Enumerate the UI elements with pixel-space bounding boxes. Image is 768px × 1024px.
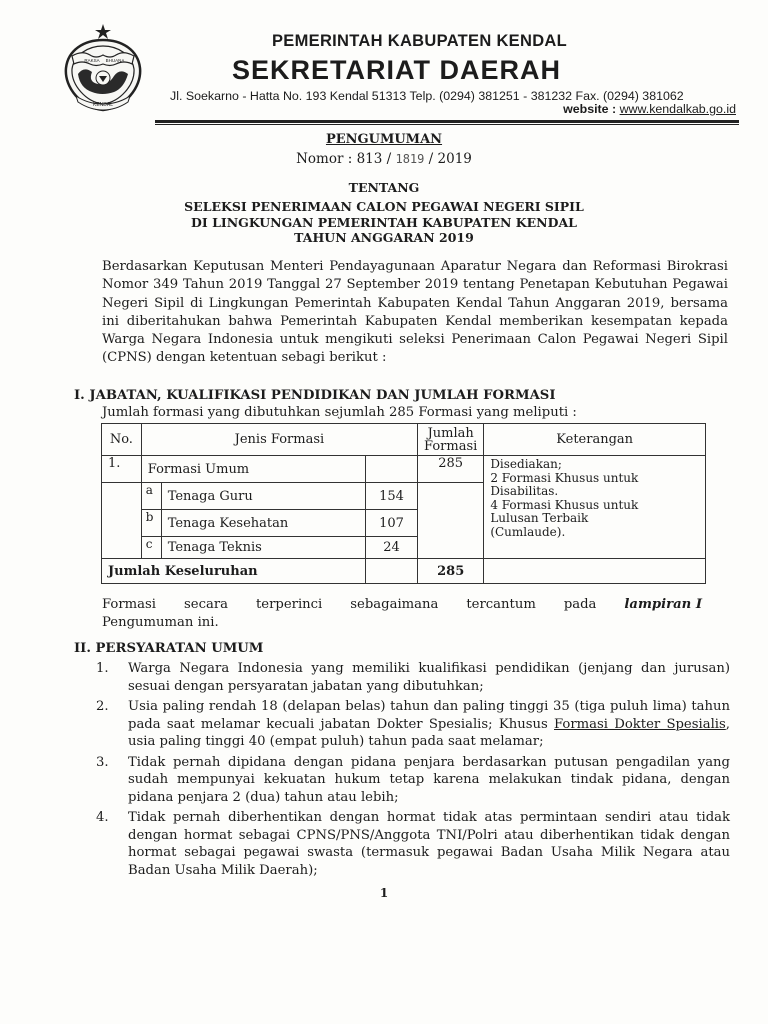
- row-name: Tenaga Guru: [161, 483, 365, 510]
- row-letter: a: [141, 483, 161, 510]
- list-item: 1. Warga Negara Indonesia yang memiliki kualifikasi pendidikan (jenjang dan jurusan) sesuai dengan persyaratan jabatan yang dibutuhkan;: [96, 661, 730, 694]
- row-letter: b: [141, 510, 161, 537]
- title-line: DI LINGKUNGAN PEMERINTAH KABUPATEN KENDAL: [191, 214, 577, 230]
- number-suffix: / 2019: [428, 151, 472, 167]
- main-row-empty: [365, 456, 417, 483]
- letterhead-unit: SEKRETARIAT DAERAH: [232, 55, 562, 85]
- number-prefix: Nomor : 813 /: [296, 151, 392, 167]
- row-value: 107: [365, 510, 417, 537]
- title-line: TAHUN ANGGARAN 2019: [294, 230, 474, 245]
- list-item: 4. Tidak pernah diberhentikan dengan hormat tidak atas permintaan sendiri atau tidak dengan hormat sebagai CPNS/PNS/Anggota TNI/Polri atau diberhentikan tidak dengan hormat sebagai pegawai swasta (termasuk pegawai Badan Usaha Milik Negara atau Badan Usaha Milik Daerah);: [96, 810, 730, 878]
- website-link[interactable]: www.kendalkab.go.id: [619, 102, 736, 116]
- header-jumlah-formasi: Jumlah Formasi: [418, 424, 484, 456]
- main-row-total: 285: [418, 456, 484, 483]
- row-value: 154: [365, 483, 417, 510]
- page-number: 1: [379, 886, 389, 900]
- main-row-no: 1.: [102, 456, 142, 483]
- keterangan-cell: Disediakan; 2 Formasi Khusus untuk Disabilitas. 4 Formasi Khusus untuk Lulusan Terbaik (Cumlaude).: [484, 456, 706, 559]
- regency-emblem-logo: [58, 22, 148, 114]
- letterhead-org: PEMERINTAH KABUPATEN KENDAL: [272, 32, 568, 50]
- total-value: 285: [418, 559, 484, 584]
- letterhead-rule-thick: [155, 120, 739, 123]
- logo-banner-right: BHUANA: [105, 58, 125, 63]
- section-1-subtitle: Jumlah formasi yang dibutuhkan sejumlah 285 Formasi yang meliputi :: [102, 405, 577, 420]
- requirements-list: [96, 660, 730, 882]
- letterhead-address: Jl. Soekarno - Hatta No. 193 Kendal 51313 Telp. (0294) 381251 - 381232 Fax. (0294) 381062: [170, 89, 684, 103]
- header-jenis: Jenis Formasi: [141, 424, 417, 456]
- logo-banner-bottom: KENDAL: [92, 102, 114, 108]
- lampiran-reference: lampiran I: [624, 597, 702, 612]
- row-name: Tenaga Teknis: [161, 537, 365, 559]
- tentang-label: TENTANG: [348, 180, 420, 195]
- list-item: 2. Usia paling rendah 18 (delapan belas) tahun dan paling tinggi 35 (tiga puluh lima) tahun pada saat melamar kecuali jabatan Dokter Spesialis; Khusus Formasi Dokter Spesialis, usia paling tinggi 40 (empat puluh) tahun pada saat melamar;: [96, 699, 730, 749]
- list-item: 3. Tidak pernah dipidana dengan pidana penjara berdasarkan putusan pengadilan yang sudah mempunyai kekuatan hukum tetap karena melakukan tindak pidana, dengan pidana penjara 2 (dua) tahun atau lebih;: [96, 754, 730, 805]
- number-handwritten: 1819: [395, 152, 425, 166]
- lampiran-note: Formasi secara terperinci sebagaimana tercantum pada lampiran I Pengumuman ini.: [102, 597, 702, 630]
- letterhead-rule-thin: [155, 124, 739, 125]
- row-letter: c: [141, 537, 161, 559]
- doc-number: [0, 151, 768, 167]
- header-no: No.: [102, 424, 142, 456]
- logo-banner-left: RAKSA: [84, 58, 100, 63]
- website-label: website :: [563, 102, 617, 116]
- letterhead-website-line: [563, 102, 736, 116]
- header-keterangan: Keterangan: [484, 424, 706, 456]
- total-label: Jumlah Keseluruhan: [102, 559, 366, 584]
- formasi-dokter-spesialis: Formasi Dokter Spesialis: [554, 716, 726, 732]
- main-row-jenis: Formasi Umum: [141, 456, 365, 483]
- title-line: SELEKSI PENERIMAAN CALON PEGAWAI NEGERI SIPIL: [184, 199, 584, 214]
- section-1-title: I. JABATAN, KUALIFIKASI PENDIDIKAN DAN JUMLAH FORMASI: [74, 388, 556, 403]
- section-2-title: II. PERSYARATAN UMUM: [74, 641, 264, 656]
- formasi-table: [101, 423, 706, 584]
- row-name: Tenaga Kesehatan: [161, 510, 365, 537]
- doc-title: [0, 199, 768, 246]
- intro-text: Berdasarkan Keputusan Menteri Pendayagunaan Aparatur Negara dan Reformasi Birokrasi Nomor 349 Tahun 2019 Tanggal 27 September 2019 tentang Penetapan Kebutuhan Pegawai Negeri Sipil di Lingkungan Pemerintah Kabupaten Kendal Tahun Anggaran 2019, bersama ini diberitahukan bahwa Pemerintah Kabupaten Kendal memberikan kesempatan kepada Warga Negara Indonesia untuk mengikuti seleksi Penerimaan Calon Pegawai Negeri Sipil (CPNS) dengan ketentuan sebagi berikut :: [102, 259, 728, 366]
- intro-paragraph: [102, 258, 728, 368]
- doc-type: PENGUMUMAN: [325, 132, 443, 147]
- row-value: 24: [365, 537, 417, 559]
